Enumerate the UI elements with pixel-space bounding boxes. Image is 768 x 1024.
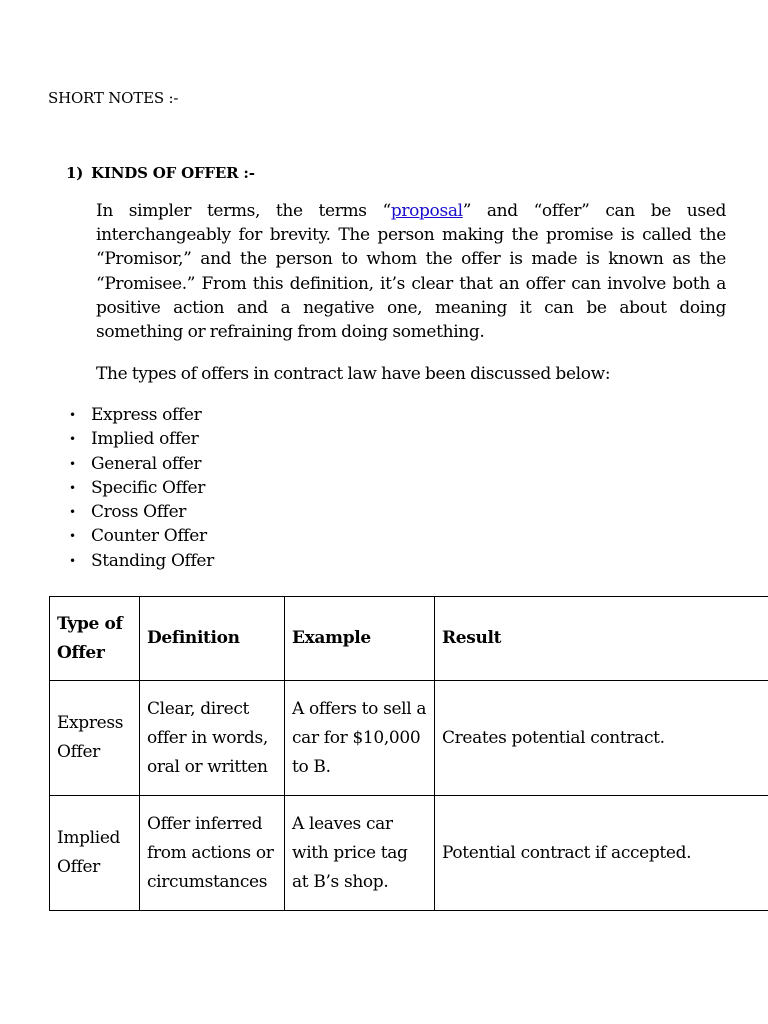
types-intro-paragraph: The types of offers in contract law have been discussed below: — [96, 364, 611, 384]
cell-result: Potential contract if accepted. — [435, 796, 768, 911]
short-notes-label: SHORT NOTES :- — [48, 89, 179, 107]
bullet-icon: • — [69, 553, 76, 568]
cell-example: A offers to sell a car for $10,000 to B. — [285, 681, 435, 796]
proposal-link[interactable]: proposal — [390, 201, 463, 221]
cell-type: Express Offer — [50, 681, 140, 796]
cell-result: Creates potential contract. — [435, 681, 768, 796]
header-type-of-offer: Type of Offer — [50, 597, 140, 681]
cell-type: Implied Offer — [50, 796, 140, 911]
list-item-label: Express offer — [91, 405, 202, 425]
offer-types-list — [66, 403, 214, 573]
table-row — [50, 796, 768, 911]
intro-text-start: In simpler terms, the terms “ — [96, 201, 391, 221]
header-definition: Definition — [140, 597, 285, 681]
list-item — [66, 452, 214, 476]
header-example: Example — [285, 597, 435, 681]
list-item-label: Counter Offer — [91, 526, 207, 547]
cell-definition: Offer inferred from actions or circumstances — [140, 796, 285, 911]
list-item — [66, 403, 214, 427]
section-heading — [66, 164, 255, 182]
list-item — [66, 524, 214, 548]
offers-table — [49, 596, 768, 911]
bullet-icon: • — [69, 480, 76, 495]
bullet-icon: • — [69, 408, 76, 422]
list-item — [66, 500, 214, 524]
intro-text-rest: ” and “offer” can be used interchangeably for brevity. The person making the promise is called the “Promisor,” and the person to whom the offer is made is known as the “Promisee.” From this definition, it’s clear that an offer can involve both a positive action and a negative one, meaning it can be about doing something or refraining from doing something. — [96, 201, 727, 343]
bullet-icon: • — [69, 529, 76, 544]
header-result: Result — [435, 597, 768, 681]
bullet-icon: • — [69, 505, 76, 520]
bullet-icon: • — [69, 432, 76, 447]
list-item-label: Standing Offer — [91, 550, 214, 571]
list-item-label: Implied offer — [91, 429, 199, 450]
table-row — [50, 681, 768, 796]
bullet-icon: • — [69, 456, 76, 471]
list-item-label: General offer — [91, 453, 202, 474]
list-item — [66, 427, 214, 451]
list-item — [66, 476, 214, 500]
table-header-row — [50, 597, 768, 681]
intro-paragraph — [96, 199, 726, 344]
section-number: 1) — [66, 164, 84, 182]
list-item-label: Cross Offer — [91, 502, 187, 523]
list-item-label: Specific Offer — [91, 477, 206, 498]
cell-definition: Clear, direct offer in words, oral or written — [140, 681, 285, 796]
list-item — [66, 549, 214, 573]
section-title: KINDS OF OFFER :- — [91, 164, 255, 182]
cell-example: A leaves car with price tag at B’s shop. — [285, 796, 435, 911]
